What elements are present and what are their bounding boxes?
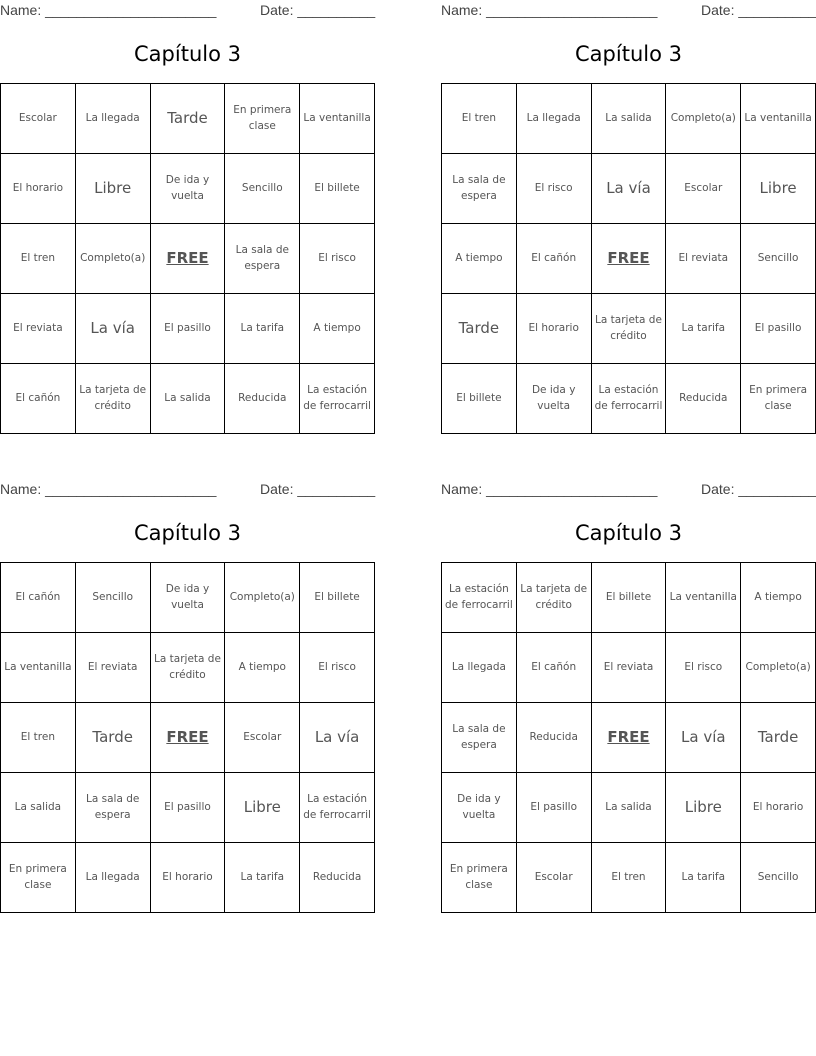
name-field-label: Name: ______________________ — [0, 481, 217, 497]
bingo-cell: La ventanilla — [1, 633, 76, 703]
bingo-cell: El reviata — [592, 633, 667, 703]
bingo-cell: En primera clase — [225, 84, 300, 154]
date-field-label: Date: __________ — [701, 481, 816, 497]
bingo-cell: A tiempo — [442, 224, 517, 294]
bingo-cell: El cañón — [1, 364, 76, 434]
bingo-cell: La sala de espera — [442, 703, 517, 773]
name-field-label: Name: ______________________ — [0, 2, 217, 18]
bingo-cell: A tiempo — [741, 563, 816, 633]
free-space-cell: FREE — [151, 224, 226, 294]
bingo-cell: Sencillo — [741, 224, 816, 294]
bingo-cell: Tarde — [442, 294, 517, 364]
bingo-cell: La tarifa — [666, 294, 741, 364]
bingo-cell: El cañón — [517, 224, 592, 294]
bingo-cell: La llegada — [76, 84, 151, 154]
bingo-cell: La estación de ferrocarril — [300, 364, 375, 434]
bingo-cell: El pasillo — [151, 294, 226, 364]
bingo-cell: La vía — [666, 703, 741, 773]
bingo-cell: El reviata — [76, 633, 151, 703]
bingo-cell: Libre — [225, 773, 300, 843]
bingo-cell: La vía — [300, 703, 375, 773]
bingo-cell: El billete — [300, 154, 375, 224]
name-date-row — [441, 481, 816, 501]
name-field-label: Name: ______________________ — [441, 2, 658, 18]
bingo-cell: Escolar — [666, 154, 741, 224]
bingo-cell: El cañón — [517, 633, 592, 703]
bingo-grid — [441, 83, 816, 434]
bingo-cell: En primera clase — [1, 843, 76, 913]
bingo-cell: De ida y vuelta — [151, 154, 226, 224]
bingo-cell: Libre — [741, 154, 816, 224]
bingo-cell: El risco — [666, 633, 741, 703]
bingo-cell: El billete — [442, 364, 517, 434]
bingo-cell: Libre — [76, 154, 151, 224]
card-title: Capítulo 3 — [575, 521, 682, 545]
bingo-cell: La tarifa — [666, 843, 741, 913]
bingo-cell: La tarifa — [225, 294, 300, 364]
bingo-cell: El pasillo — [151, 773, 226, 843]
bingo-cell: De ida y vuelta — [442, 773, 517, 843]
date-field-label: Date: __________ — [260, 481, 376, 497]
bingo-cell: Libre — [666, 773, 741, 843]
bingo-card-2 — [441, 0, 816, 440]
bingo-cell: El horario — [741, 773, 816, 843]
bingo-cell: La estación de ferrocarril — [442, 563, 517, 633]
name-date-row — [441, 2, 816, 22]
bingo-cell: Tarde — [76, 703, 151, 773]
bingo-cell: La sala de espera — [225, 224, 300, 294]
bingo-cell: De ida y vuelta — [517, 364, 592, 434]
bingo-cell: Completo(a) — [76, 224, 151, 294]
bingo-cell: Sencillo — [225, 154, 300, 224]
bingo-cell: El billete — [300, 563, 375, 633]
bingo-cell: El risco — [517, 154, 592, 224]
bingo-cell: Sencillo — [76, 563, 151, 633]
bingo-cell: La tarifa — [225, 843, 300, 913]
name-date-row — [0, 481, 375, 501]
bingo-cell: La sala de espera — [76, 773, 151, 843]
bingo-cell: La estación de ferrocarril — [300, 773, 375, 843]
bingo-cell: Completo(a) — [741, 633, 816, 703]
card-title: Capítulo 3 — [575, 42, 682, 66]
bingo-cell: La tarjeta de crédito — [76, 364, 151, 434]
free-space-cell: FREE — [151, 703, 226, 773]
bingo-cell: El tren — [1, 224, 76, 294]
bingo-cell: La salida — [151, 364, 226, 434]
bingo-cell: El tren — [442, 84, 517, 154]
bingo-cell: Completo(a) — [225, 563, 300, 633]
bingo-cell: Escolar — [1, 84, 76, 154]
bingo-cell: A tiempo — [225, 633, 300, 703]
bingo-grid — [0, 83, 375, 434]
bingo-cell: A tiempo — [300, 294, 375, 364]
bingo-cell: La vía — [76, 294, 151, 364]
card-title: Capítulo 3 — [134, 42, 241, 66]
card-title: Capítulo 3 — [134, 521, 241, 545]
name-date-row — [0, 2, 375, 22]
bingo-cell: Completo(a) — [666, 84, 741, 154]
bingo-cell: La estación de ferrocarril — [592, 364, 667, 434]
free-space-cell: FREE — [592, 224, 667, 294]
bingo-cell: Reducida — [517, 703, 592, 773]
bingo-cell: Tarde — [151, 84, 226, 154]
date-field-label: Date: __________ — [260, 2, 376, 18]
bingo-cell: La ventanilla — [300, 84, 375, 154]
bingo-cell: El horario — [151, 843, 226, 913]
bingo-cell: El billete — [592, 563, 667, 633]
bingo-cell: El reviata — [666, 224, 741, 294]
bingo-card-3 — [0, 479, 375, 919]
bingo-cell: Reducida — [225, 364, 300, 434]
bingo-cell: La sala de espera — [442, 154, 517, 224]
bingo-cell: Sencillo — [741, 843, 816, 913]
bingo-cell: El risco — [300, 633, 375, 703]
bingo-cell: En primera clase — [442, 843, 517, 913]
bingo-cell: El risco — [300, 224, 375, 294]
bingo-cell: De ida y vuelta — [151, 563, 226, 633]
bingo-cell: El pasillo — [517, 773, 592, 843]
bingo-cell: La tarjeta de crédito — [151, 633, 226, 703]
bingo-cell: El horario — [1, 154, 76, 224]
bingo-card-1 — [0, 0, 375, 440]
bingo-cell: El tren — [1, 703, 76, 773]
bingo-cell: La tarjeta de crédito — [517, 563, 592, 633]
bingo-cell: Reducida — [300, 843, 375, 913]
date-field-label: Date: __________ — [701, 2, 816, 18]
bingo-grid — [0, 562, 375, 913]
bingo-cell: La salida — [1, 773, 76, 843]
bingo-cell: El cañón — [1, 563, 76, 633]
bingo-cell: La llegada — [442, 633, 517, 703]
bingo-cell: La llegada — [517, 84, 592, 154]
bingo-cell: El reviata — [1, 294, 76, 364]
bingo-cell: El tren — [592, 843, 667, 913]
bingo-cell: Tarde — [741, 703, 816, 773]
bingo-cell: Escolar — [517, 843, 592, 913]
bingo-cell: La vía — [592, 154, 667, 224]
bingo-cell: La llegada — [76, 843, 151, 913]
bingo-cell: En primera clase — [741, 364, 816, 434]
bingo-cell: Reducida — [666, 364, 741, 434]
bingo-cell: El pasillo — [741, 294, 816, 364]
bingo-cell: El horario — [517, 294, 592, 364]
bingo-cell: La salida — [592, 773, 667, 843]
bingo-cell: La ventanilla — [666, 563, 741, 633]
bingo-cell: La salida — [592, 84, 667, 154]
name-field-label: Name: ______________________ — [441, 481, 658, 497]
bingo-cell: La ventanilla — [741, 84, 816, 154]
free-space-cell: FREE — [592, 703, 667, 773]
bingo-cell: Escolar — [225, 703, 300, 773]
bingo-cell: La tarjeta de crédito — [592, 294, 667, 364]
bingo-grid — [441, 562, 816, 913]
bingo-card-4 — [441, 479, 816, 919]
